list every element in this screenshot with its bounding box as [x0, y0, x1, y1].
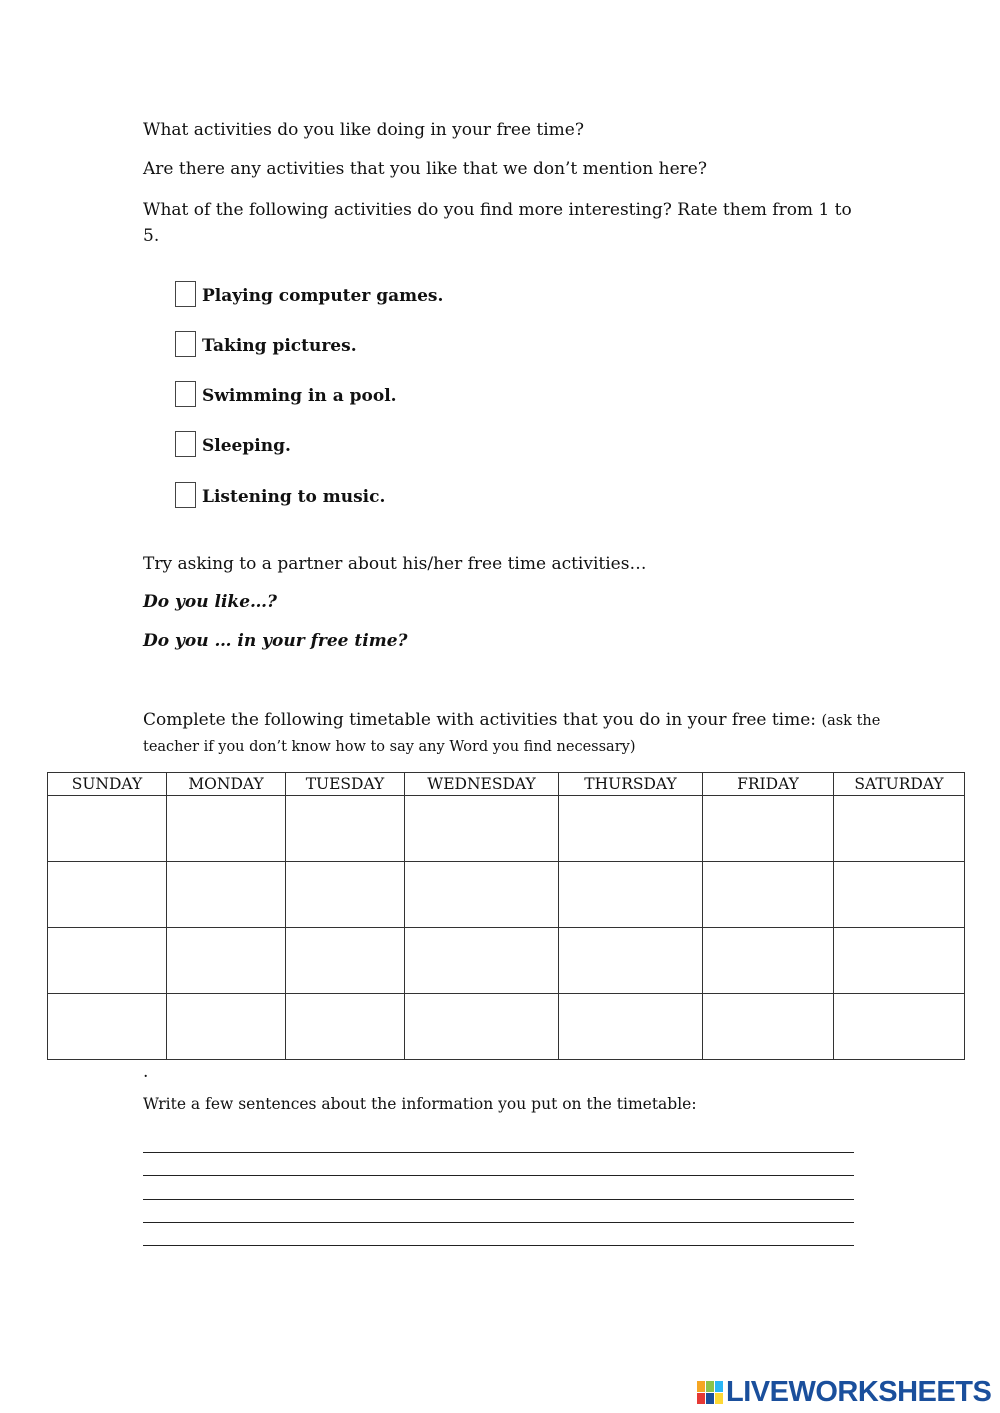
timetable-cell[interactable]: [167, 928, 286, 994]
timetable-cell[interactable]: [834, 796, 965, 862]
logo-square: [715, 1381, 723, 1392]
activity-label: Taking pictures.: [202, 336, 357, 356]
question-other-activities: Are there any activities that you like that we don’t mention here?: [143, 159, 707, 179]
day-header: FRIDAY: [703, 773, 834, 796]
timetable-row: [48, 862, 965, 928]
timetable-row: [48, 994, 965, 1060]
partner-prompt-free-time: Do you … in your free time?: [143, 631, 408, 651]
rating-box[interactable]: [175, 281, 196, 307]
writing-line[interactable]: [143, 1175, 854, 1176]
day-header: MONDAY: [167, 773, 286, 796]
timetable-cell[interactable]: [559, 928, 703, 994]
logo-square: [706, 1381, 714, 1392]
day-header: TUESDAY: [286, 773, 405, 796]
timetable-cell[interactable]: [703, 928, 834, 994]
timetable-cell[interactable]: [559, 994, 703, 1060]
timetable-cell[interactable]: [286, 928, 405, 994]
timetable-cell[interactable]: [703, 862, 834, 928]
timetable-cell[interactable]: [286, 862, 405, 928]
timetable-instruction-main: Complete the following timetable with activities that you do in your free time:: [143, 710, 817, 730]
partner-prompt-like: Do you like…?: [143, 592, 277, 612]
timetable-cell[interactable]: [405, 862, 559, 928]
timetable-cell[interactable]: [405, 796, 559, 862]
logo-text: LIVEWORKSHEETS: [726, 1376, 992, 1408]
timetable-instruction: [143, 708, 903, 760]
timetable: [47, 772, 965, 1060]
liveworksheets-logo: [697, 1376, 991, 1409]
day-header: SATURDAY: [834, 773, 965, 796]
timetable-header-row: [48, 773, 965, 796]
rating-box[interactable]: [175, 482, 196, 508]
timetable-cell[interactable]: [559, 862, 703, 928]
separator-dot: .: [143, 1062, 149, 1082]
writing-line[interactable]: [143, 1152, 854, 1153]
logo-square: [697, 1393, 705, 1404]
day-header: WEDNESDAY: [405, 773, 559, 796]
timetable-cell[interactable]: [167, 796, 286, 862]
timetable-cell[interactable]: [405, 994, 559, 1060]
timetable-cell[interactable]: [405, 928, 559, 994]
activity-option[interactable]: [175, 327, 357, 357]
partner-intro: Try asking to a partner about his/her free time activities…: [143, 554, 647, 574]
timetable-cell[interactable]: [834, 862, 965, 928]
writing-line[interactable]: [143, 1222, 854, 1223]
timetable-cell[interactable]: [703, 796, 834, 862]
timetable-cell[interactable]: [559, 796, 703, 862]
logo-square: [715, 1393, 723, 1404]
timetable-instruction-note: (ask the teacher if you don’t know how to say any Word you find necessary): [143, 713, 881, 755]
writing-line[interactable]: [143, 1245, 854, 1246]
activity-label: Swimming in a pool.: [202, 386, 397, 406]
activity-label: Playing computer games.: [202, 286, 444, 306]
timetable-cell[interactable]: [48, 862, 167, 928]
question-free-time: What activities do you like doing in your free time?: [143, 120, 584, 140]
rating-box[interactable]: [175, 331, 196, 357]
activity-label: Listening to music.: [202, 487, 386, 507]
day-header: SUNDAY: [48, 773, 167, 796]
activity-option[interactable]: [175, 277, 443, 307]
timetable-cell[interactable]: [834, 928, 965, 994]
timetable-cell[interactable]: [167, 862, 286, 928]
activity-option[interactable]: [175, 478, 385, 508]
activity-option[interactable]: [175, 427, 291, 457]
timetable-cell[interactable]: [167, 994, 286, 1060]
timetable-row: [48, 928, 965, 994]
timetable-cell[interactable]: [48, 994, 167, 1060]
writing-line[interactable]: [143, 1199, 854, 1200]
timetable-cell[interactable]: [286, 796, 405, 862]
timetable-cell[interactable]: [48, 928, 167, 994]
writing-prompt: Write a few sentences about the information you put on the timetable:: [143, 1095, 697, 1113]
rating-box[interactable]: [175, 381, 196, 407]
logo-mark-icon: [697, 1381, 723, 1404]
day-header: THURSDAY: [559, 773, 703, 796]
rating-box[interactable]: [175, 431, 196, 457]
timetable-cell[interactable]: [48, 796, 167, 862]
logo-square: [697, 1381, 705, 1392]
timetable-cell[interactable]: [286, 994, 405, 1060]
activity-label: Sleeping.: [202, 436, 291, 456]
question-rate-activities: What of the following activities do you find more interesting? Rate them from 1 to 5.: [143, 200, 852, 246]
timetable-cell[interactable]: [703, 994, 834, 1060]
activity-option[interactable]: [175, 377, 397, 407]
timetable-cell[interactable]: [834, 994, 965, 1060]
timetable-row: [48, 796, 965, 862]
logo-square: [706, 1393, 714, 1404]
